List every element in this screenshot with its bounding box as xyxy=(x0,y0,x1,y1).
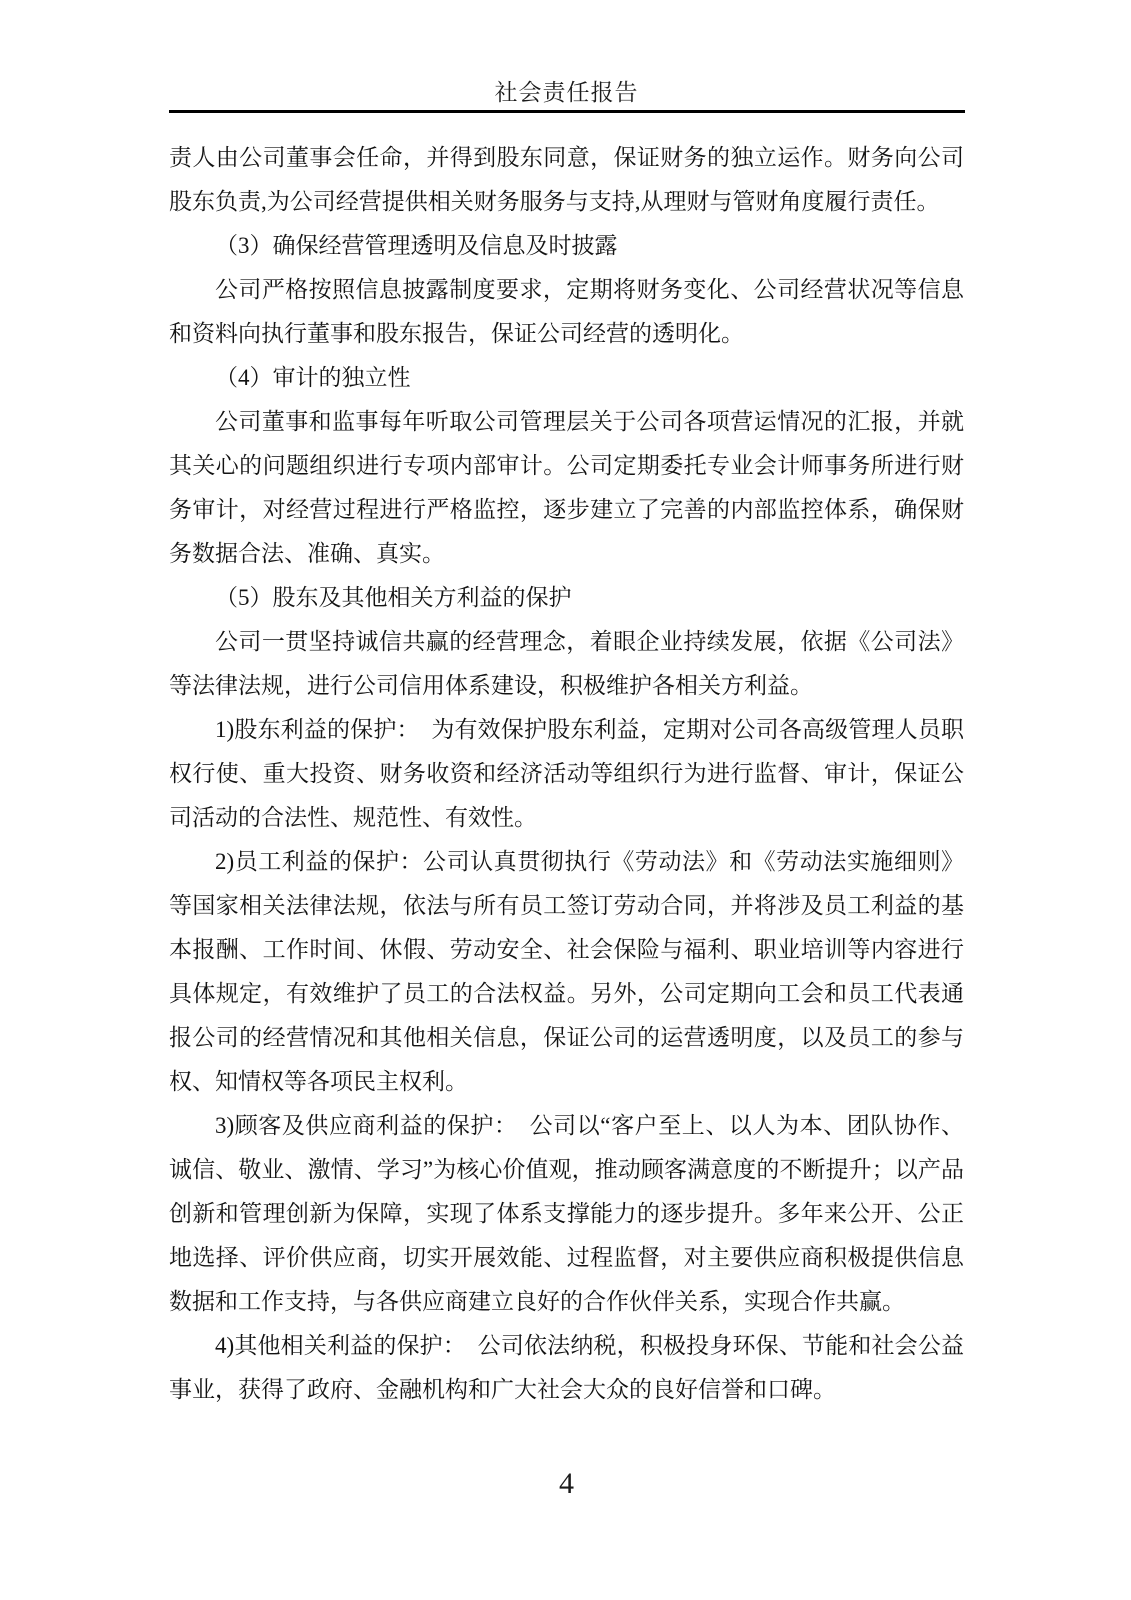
paragraph: 公司一贯坚持诚信共赢的经营理念，着眼企业持续发展，依据《公司法》等法律法规，进行公司信用体系建设，积极维护各相关方利益。 xyxy=(169,629,964,698)
paragraph: （5）股东及其他相关方利益的保护 xyxy=(215,585,572,610)
paragraph: 公司董事和监事每年听取公司管理层关于公司各项营运情况的汇报，并就其关心的问题组织进行专项内部审计。公司定期委托专业会计师事务所进行财务审计，对经营过程进行严格监控，逐步建立了完善的内部监控体系，确保财务数据合法、准确、真实。 xyxy=(169,409,964,566)
header-divider-rule xyxy=(169,110,965,113)
paragraph: 1)股东利益的保护： 为有效保护股东利益，定期对公司各高级管理人员职权行使、重大投资、财务收资和经济活动等组织行为进行监督、审计，保证公司活动的合法性、规范性、有效性。 xyxy=(169,717,964,830)
paragraph: 3)顾客及供应商利益的保护： 公司以“客户至上、以人为本、团队协作、诚信、敬业、激情、学习”为核心价值观，推动顾客满意度的不断提升；以产品创新和管理创新为保障，实现了体系支撑能力的逐步提升。多年来公开、公正地选择、评价供应商，切实开展效能、过程监督，对主要供应商积极提供信息数据和工作支持，与各供应商建立良好的合作伙伴关系，实现合作共赢。 xyxy=(169,1113,964,1314)
paragraph: 4)其他相关利益的保护： 公司依法纳税，积极投身环保、节能和社会公益事业，获得了政府、金融机构和广大社会大众的良好信誉和口碑。 xyxy=(169,1333,964,1402)
document-body-text xyxy=(169,136,964,1412)
paragraph: （4）审计的独立性 xyxy=(215,365,411,390)
paragraph: 2)员工利益的保护：公司认真贯彻执行《劳动法》和《劳动法实施细则》等国家相关法律法规，依法与所有员工签订劳动合同，并将涉及员工利益的基本报酬、工作时间、休假、劳动安全、社会保险与福利、职业培训等内容进行具体规定，有效维护了员工的合法权益。另外，公司定期向工会和员工代表通报公司的经营情况和其他相关信息，保证公司的运营透明度，以及员工的参与权、知情权等各项民主权利。 xyxy=(169,849,964,1094)
paragraph: 公司严格按照信息披露制度要求，定期将财务变化、公司经营状况等信息和资料向执行董事和股东报告，保证公司经营的透明化。 xyxy=(169,277,964,346)
page-header-title: 社会责任报告 xyxy=(494,80,639,105)
paragraph: 责人由公司董事会任命，并得到股东同意，保证财务的独立运作。财务向公司股东负责,为公司经营提供相关财务服务与支持,从理财与管财角度履行责任。 xyxy=(169,145,964,214)
paragraph: （3）确保经营管理透明及信息及时披露 xyxy=(215,233,618,258)
page-number: 4 xyxy=(559,1467,574,1500)
